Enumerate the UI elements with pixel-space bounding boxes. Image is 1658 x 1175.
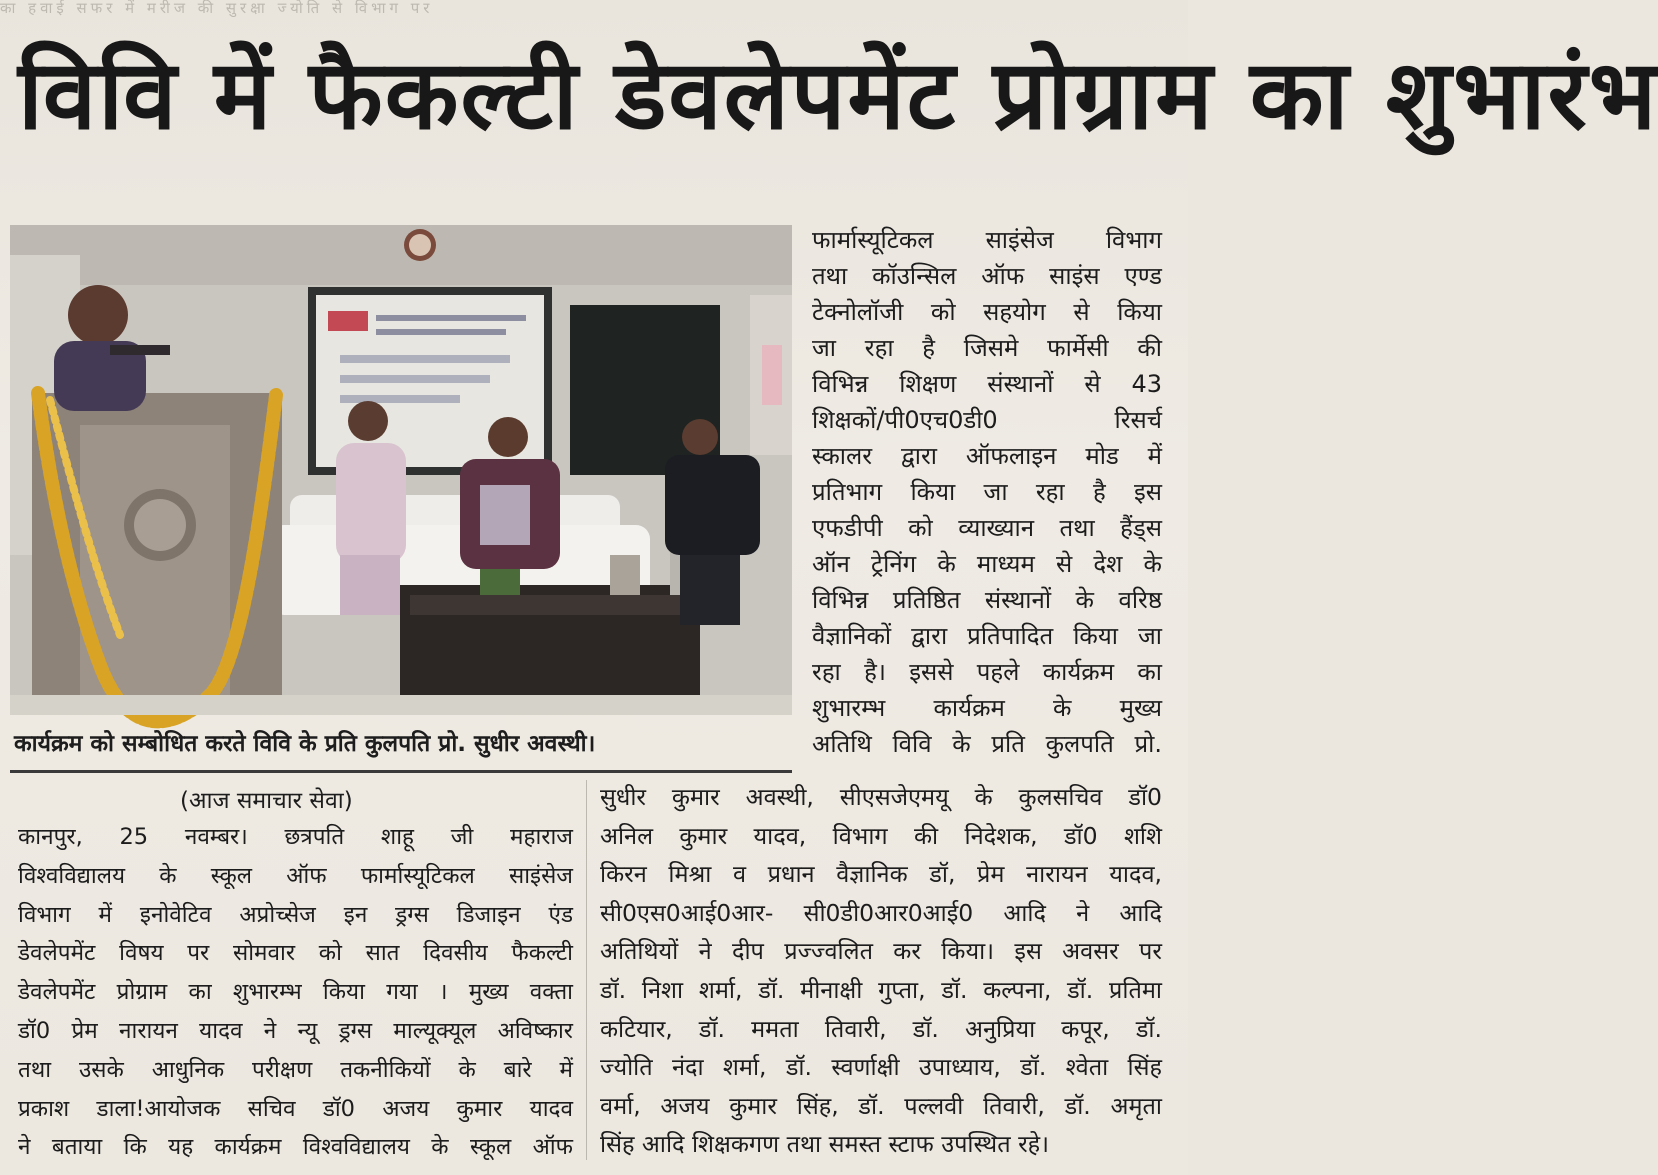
- column-divider: [586, 780, 587, 1160]
- text-line: शुभारम्भ कार्यक्रम के मुख्य: [812, 694, 1162, 722]
- article-column-right-top: [812, 222, 1162, 762]
- text-line: ज्योति नंदा शर्मा, डॉ. स्वर्णाक्षी उपाध्याय, डॉ. श्वेता सिंह: [600, 1053, 1162, 1082]
- article-column-left: [18, 818, 573, 1167]
- article-column-right-bottom: [600, 778, 1162, 1164]
- text-line: जा रहा है जिसमे फार्मेसी की: [812, 334, 1162, 362]
- text-line: शिक्षकों/पी0एच0डी0 रिसर्च: [812, 406, 1162, 434]
- text-line: डेवलेपमेंट प्रोग्राम का शुभारम्भ किया गया । मुख्य वक्ता: [18, 979, 573, 1006]
- text-line: सिंह आदि शिक्षकगण तथा समस्त स्टाफ उपस्थित रहे।: [600, 1130, 1050, 1159]
- text-line: रहा है। इससे पहले कार्यक्रम का: [812, 658, 1162, 686]
- text-line: तथा उसके आधुनिक परीक्षण तकनीकियों के बारे में: [18, 1056, 573, 1083]
- text-line: स्कालर द्वारा ऑफलाइन मोड में: [812, 442, 1162, 470]
- headline: विवि में फैकल्टी डेवलेपमेंट प्रोग्राम का शुभारंभ: [18, 39, 1658, 151]
- text-line: तथा कॉउन्सिल ऑफ साइंस एण्ड: [812, 262, 1162, 290]
- text-line: ऑन ट्रेनिंग के माध्यम से देश के: [812, 550, 1162, 578]
- text-line: विश्वविद्यालय के स्कूल ऑफ फार्मास्यूटिकल साइंसेज: [18, 862, 573, 889]
- text-line: कानपुर, 25 नवम्बर। छत्रपति शाहू जी महाराज: [18, 824, 573, 850]
- text-line: सुधीर कुमार अवस्थी, सीएसजेएमयू के कुलसचिव डॉ0: [600, 783, 1162, 811]
- text-line: प्रतिभाग किया जा रहा है इस: [812, 478, 1162, 506]
- event-photo-illustration: [10, 225, 792, 715]
- text-line: एफडीपी को व्याख्यान तथा हैंड्स: [812, 514, 1162, 542]
- byline: (आज समाचार सेवा): [180, 788, 353, 814]
- text-line: कटियार, डॉ. ममता तिवारी, डॉ. अनुप्रिया कपूर, डॉ.: [600, 1014, 1162, 1043]
- text-line: प्रकाश डाला!आयोजक सचिव डॉ0 अजय कुमार यादव: [18, 1095, 573, 1122]
- article-photo: [10, 225, 792, 715]
- text-line: विभिन्न शिक्षण संस्थानों से 43: [812, 370, 1162, 398]
- photo-caption: कार्यक्रम को सम्बोधित करते विवि के प्रति कुलपति प्रो. सुधीर अवस्थी।: [14, 731, 596, 757]
- text-line: डेवलेपमेंट विषय पर सोमवार को सात दिवसीय फैकल्टी: [18, 940, 573, 967]
- text-line: किरन मिश्रा व प्रधान वैज्ञानिक डॉ, प्रेम नारायन यादव,: [600, 860, 1162, 889]
- text-line: डॉ. निशा शर्मा, डॉ. मीनाक्षी गुप्ता, डॉ. कल्पना, डॉ. प्रतिमा: [600, 975, 1162, 1004]
- text-line: टेक्नोलॉजी को सहयोग से किया: [812, 298, 1162, 326]
- text-line: अनिल कुमार यादव, विभाग की निदेशक, डॉ0 शशि: [600, 821, 1162, 850]
- text-line: विभिन्न प्रतिष्ठित संस्थानों के वरिष्ठ: [812, 586, 1162, 614]
- text-line: वर्मा, अजय कुमार सिंह, डॉ. पल्लवी तिवारी, डॉ. अमृता: [600, 1091, 1162, 1120]
- text-line: अतिथियों ने दीप प्रज्ज्वलित कर किया। इस अवसर पर: [600, 937, 1162, 966]
- text-line: फार्मास्यूटिकल साइंसेज विभाग: [812, 226, 1162, 254]
- text-line: डॉ0 प्रेम नारायन यादव ने न्यू ड्रग्स माल्यूक्यूल अविष्कार: [18, 1017, 573, 1044]
- text-line: अतिथि विवि के प्रति कुलपति प्रो.: [812, 730, 1162, 758]
- text-line: वैज्ञानिकों द्वारा प्रतिपादित किया जा: [812, 622, 1162, 650]
- previous-article-strip: का हवाई सफर में मरीज की सुरक्षा ज्योति से विभाग पर: [0, 0, 434, 17]
- caption-rule: [10, 770, 792, 773]
- text-line: ने बताया कि यह कार्यक्रम विश्वविद्यालय के स्कूल ऑफ: [18, 1134, 573, 1161]
- text-line: सी0एस0आई0आर- सी0डी0आर0आई0 आदि ने आदि: [600, 898, 1162, 927]
- text-line: विभाग में इनोवेटिव अप्रोच्सेज इन ड्रग्स डिजाइन एंड: [18, 901, 573, 928]
